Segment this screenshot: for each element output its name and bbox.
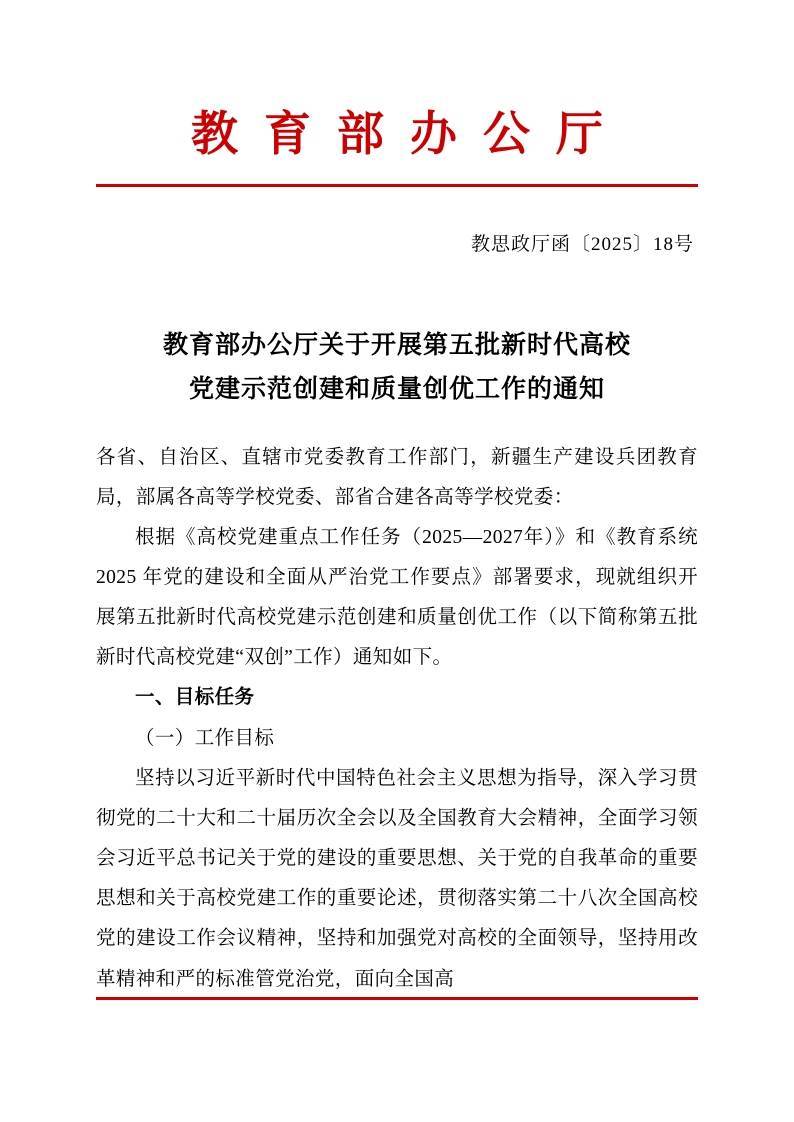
document-number-row — [96, 229, 698, 256]
document-number: 教思政厅函〔2025〕18号 — [470, 234, 694, 256]
footer-divider — [96, 997, 698, 1000]
page-title-line-2: 党建示范创建和质量创优工作的通知 — [188, 375, 605, 403]
issuing-agency-title: 教育部办公厅 — [191, 109, 629, 161]
masthead — [96, 0, 698, 187]
document-body — [96, 438, 698, 1000]
page-title-line-1: 教育部办公厅关于开展第五批新时代高校 — [162, 332, 631, 360]
page-title — [96, 324, 698, 412]
addressee-paragraph: 各省、自治区、直辖市党委教育工作部门，新疆生产建设兵团教育局，部属各高等学校党委、部省合建各高等学校党委： — [96, 446, 698, 508]
body-paragraph-1: 根据《高校党建重点工作任务（2025—2027年）》和《教育系统 2025 年党的建设和全面从严治党工作要点》部署要求，现就组织开展第五批新时代高校党建示范创建和质量创优工作（以下简称第五批新时代高校党建“双创”工作）通知如下。 — [96, 526, 698, 669]
section-heading-1: 一、目标任务 — [135, 687, 255, 709]
subsection-heading-1: （一）工作目标 — [135, 727, 275, 749]
masthead-divider — [96, 184, 698, 187]
body-paragraph-2: 坚持以习近平新时代中国特色社会主义思想为指导，深入学习贯彻党的二十大和二十届历次全会以及全国教育大会精神，全面学习领会习近平总书记关于党的建设的重要思想、关于党的自我革命的重要思想和关于高校党建工作的重要论述，贯彻落实第二十八次全国高校党的建设工作会议精神，坚持和加强党对高校的全面领导，坚持用改革精神和严的标准管党治党，面向全国高 — [96, 767, 698, 990]
